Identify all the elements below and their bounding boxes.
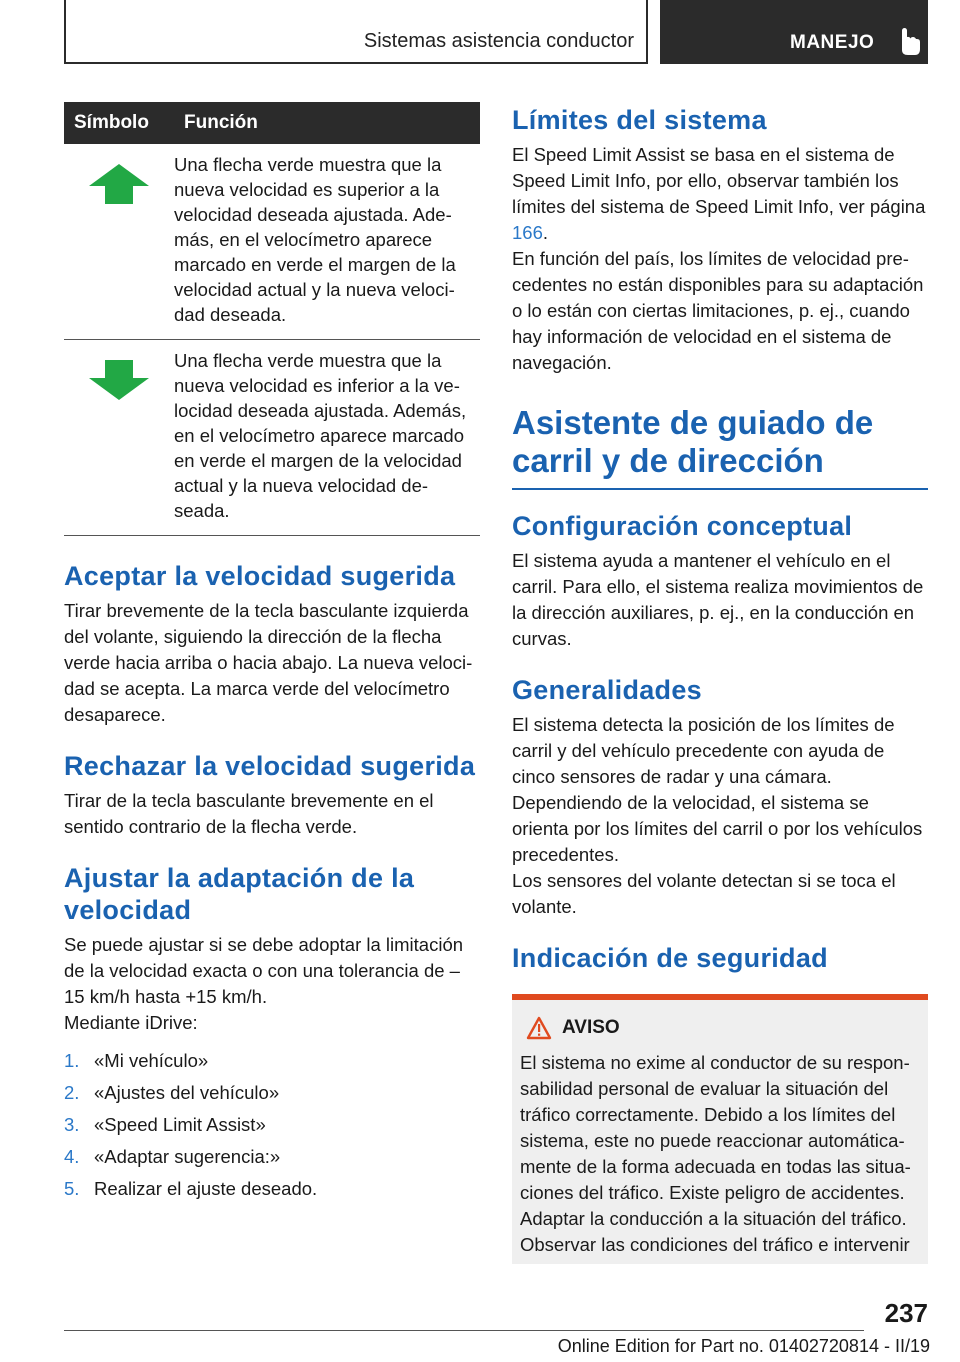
paragraph-accept: Tirar brevemente de la tecla basculante izquierda del volante, siguiendo la dirección de la flecha verde hacia arriba o hacia abajo. La nueva velocidad se acepta. La marca verde del velocímetro desaparece. [64, 600, 473, 725]
section-heading-safety: Indicación de seguridad [512, 943, 828, 973]
list-item: 4. «Adaptar sugerencia:» [64, 1146, 281, 1167]
table-cell-symbol [64, 144, 174, 340]
warning-box [512, 1000, 928, 1264]
paragraph-reject: Tirar de la tecla basculante brevemente en el sentido contrario de la flecha verde. [64, 790, 434, 837]
section-heading-accept: Aceptar la velocidad sugerida [64, 561, 456, 591]
table-cell-function: Una flecha verde muestra que la nueva velocidad es superior a la velocidad deseada ajustada. Además, en el velocímetro aparece marcado en verde el margen de la velocidad actual y la nueva velocidad deseada. [174, 144, 480, 340]
section-heading-reject: Rechazar la velocidad sugerida [64, 751, 476, 781]
table-row [64, 340, 480, 536]
section-heading-concept: Configuración conceptual [512, 511, 853, 541]
table-cell-function: Una flecha verde muestra que la nueva velocidad es inferior a la velocidad deseada ajustada. Además, en el velocímetro aparece marcado en verde el margen de la velocidad actual y la nueva velocidad deseada. [174, 340, 480, 536]
list-item: 1. «Mi vehículo» [64, 1050, 209, 1071]
symbol-function-table [64, 102, 480, 536]
table-cell-symbol [64, 340, 174, 536]
header-section-box [660, 0, 928, 64]
section-heading-adjust: Ajustar la adaptación de la velocidad [64, 863, 415, 925]
footer-edition: Online Edition for Part no. 01402720814 - II/19 [557, 1336, 930, 1356]
list-item: 5. Realizar el ajuste deseado. [64, 1178, 318, 1199]
paragraph-concept: El sistema ayuda a mantener el vehículo en el carril. Para ello, el sistema realiza movimientos de la dirección auxiliares, p. ej., en la conducción en curvas. [512, 550, 924, 649]
warning-label: AVISO [562, 1017, 620, 1038]
list-item: 3. «Speed Limit Assist» [64, 1114, 266, 1135]
header-chapter-title: Sistemas asistencia conductor [363, 30, 634, 52]
chapter-heading-lane-assistant: Asistente de guiado de carril y de dirección [512, 404, 928, 490]
paragraph-general-2: Dependiendo de la velocidad, el sistema se orienta por los límites del carril o por los vehículos precedentes. [512, 792, 923, 865]
paragraph-limits-country: En función del país, los límites de velocidad precedentes no están disponibles para su adaptación o lo están con ciertas limitaciones, p. ej., cuando hay información de velocidad en el sistema de navegación. [512, 248, 924, 373]
header-section-title: MANEJO [790, 32, 875, 53]
page-reference-link[interactable]: 166 [512, 222, 543, 243]
paragraph-adjust: Se puede ajustar si se debe adoptar la limitación de la velocidad exacta o con una tolerancia de –15 km/h hasta +15 km/h. [64, 934, 464, 1007]
left-column [64, 102, 480, 1208]
section-heading-limits: Límites del sistema [512, 105, 767, 135]
table-header-function: Función [174, 102, 480, 144]
paragraph-general-3: Los sensores del volante detectan si se toca el volante. [512, 870, 896, 917]
warning-text: El sistema no exime al conductor de su responsabilidad personal de evaluar la situación del tráfico correctamente. Debido a los límites del sistema, este no puede reaccionar automáticamente de la forma adecuada en todas las situaciones del tráfico. Existe peligro de accidentes. Adaptar la conducción a la situación del tráfico. Observar las condiciones del tráfico e intervenir [520, 1052, 911, 1255]
paragraph-general-1: El sistema detecta la posición de los límites de carril y del vehículo precedente con ayuda de cinco sensores de radar y una cámara. [512, 714, 895, 787]
paragraph-idrive: Mediante iDrive: [64, 1012, 198, 1033]
footer-divider [64, 1330, 864, 1331]
warning-title [520, 1016, 920, 1040]
table-header-symbol: Símbolo [64, 102, 174, 144]
green-arrow-up-icon [87, 162, 151, 206]
list-item: 2. «Ajustes del vehículo» [64, 1082, 280, 1103]
hand-pointer-icon [900, 28, 922, 56]
green-arrow-down-icon [87, 358, 151, 402]
section-heading-general: Generalidades [512, 675, 702, 705]
right-column [512, 102, 928, 1264]
page-number: 237 [884, 1298, 928, 1328]
paragraph-limits: El Speed Limit Assist se basa en el sistema de Speed Limit Info, por ello, observar también los límites del sistema de Speed Limit Info, ver página 166. [512, 144, 926, 243]
header-chapter-box [64, 0, 648, 64]
warning-triangle-icon [526, 1016, 552, 1040]
steps-list [64, 1048, 480, 1202]
table-row [64, 144, 480, 340]
